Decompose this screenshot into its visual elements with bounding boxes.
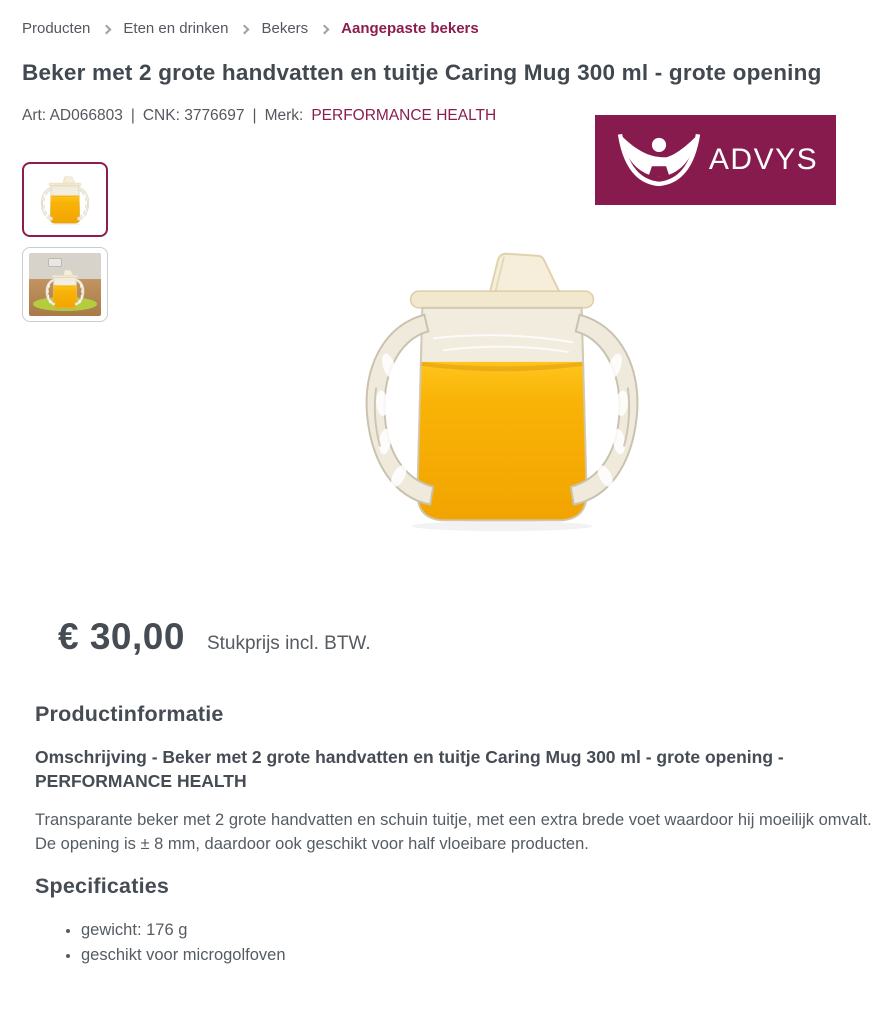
product-cup-image <box>348 240 656 535</box>
breadcrumb-item-bekers[interactable]: Bekers <box>261 20 309 37</box>
product-thumb-cup <box>43 268 87 310</box>
price-amount: € 30,00 <box>58 616 185 657</box>
specifications-list <box>35 918 881 968</box>
chevron-right-icon <box>320 24 330 34</box>
chevron-right-icon <box>240 24 250 34</box>
advys-logo <box>595 115 836 205</box>
gallery-thumbnail-2[interactable] <box>22 247 108 322</box>
brand-label: Merk: <box>264 107 304 124</box>
breadcrumb-item-eten-en-drinken[interactable]: Eten en drinken <box>123 20 229 37</box>
product-information-section <box>35 700 881 968</box>
article-number: Art: AD066803 <box>22 107 123 124</box>
product-thumb-image <box>37 174 93 226</box>
breadcrumb-item-aangepaste-bekers[interactable]: Aangepaste bekers <box>341 20 479 37</box>
separator: | <box>130 107 135 124</box>
breadcrumb <box>22 20 479 37</box>
main-product-image[interactable] <box>348 240 656 538</box>
chevron-right-icon <box>102 24 112 34</box>
price-note: Stukprijs incl. BTW. <box>206 633 371 654</box>
cnk-number: CNK: 3776697 <box>142 107 245 124</box>
spec-item-microwave: • geschikt voor microgolfoven <box>81 943 881 968</box>
product-information-heading: Productinformatie <box>35 702 224 726</box>
page-title: Beker met 2 grote handvatten en tuitje Caring Mug 300 ml - grote opening <box>22 60 822 85</box>
spec-item-weight: • gewicht: 176 g <box>81 918 881 943</box>
photo-outlet <box>48 258 62 267</box>
gallery-thumbnail-1[interactable] <box>22 162 108 237</box>
brand-link[interactable]: PERFORMANCE HEALTH <box>311 107 497 124</box>
product-thumb-photo <box>29 253 101 316</box>
advys-bird-icon <box>613 129 705 191</box>
article-info-line <box>22 107 496 125</box>
description-title: Omschrijving - Beker met 2 grote handvatten en tuitje Caring Mug 300 ml - grote opening - PERFORMANCE HEALTH <box>35 747 784 791</box>
separator: | <box>252 107 257 124</box>
description-body: Transparante beker met 2 grote handvatten en schuin tuitje, met een extra brede voet waardoor hij moeilijk omvalt. De opening is ± 8 mm, daardoor ook geschikt voor half vloeibare producten. <box>35 811 872 853</box>
specifications-heading: Specificaties <box>35 874 170 898</box>
price-row <box>58 616 371 658</box>
breadcrumb-item-producten[interactable]: Producten <box>22 20 91 37</box>
advys-logo-text: ADVYS <box>708 143 819 176</box>
